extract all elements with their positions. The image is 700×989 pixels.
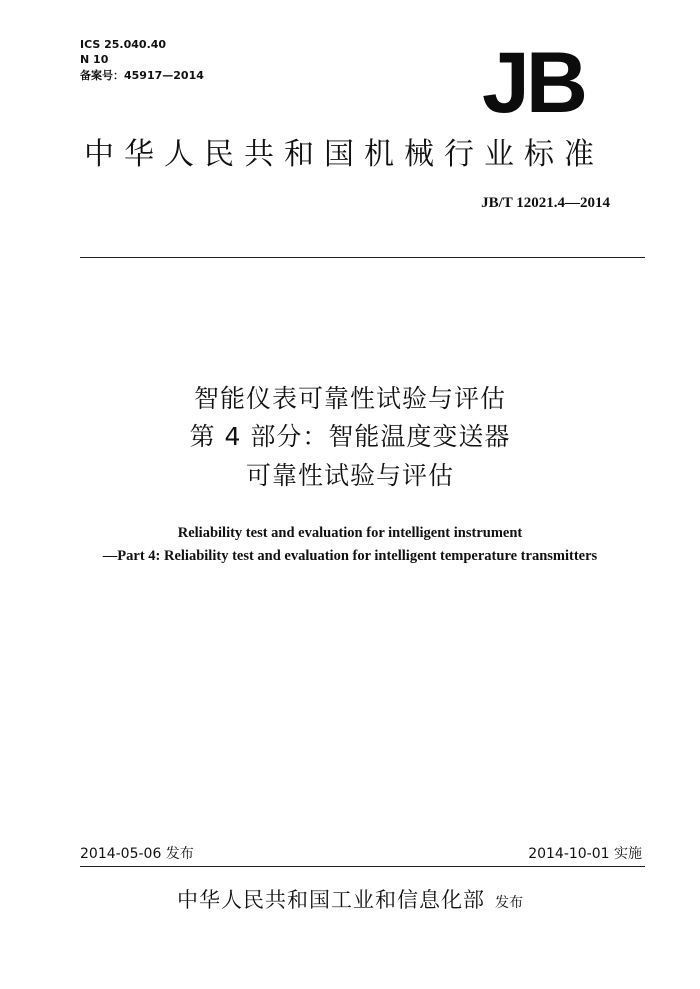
title-en-line-2: —Part 4: Reliability test and evaluation for intelligent temperature transmitters [102,548,598,564]
title-cn-line-1: 智能仪表可靠性试验与评估 [193,384,506,413]
issuer-suffix: 发布 [495,895,523,911]
standard-number: JB/T 12021.4—2014 [481,195,610,211]
implement-date: 2014-10-01 实施 [528,846,642,862]
ics-code: ICS 25.040.40 [80,38,167,51]
issuer-name: 中华人民共和国工业和信息化部 [177,888,485,912]
top-divider [80,257,645,258]
jb-logo: JB [482,35,584,131]
bottom-divider [80,866,645,867]
publish-date: 2014-05-06 发布 [80,846,194,862]
title-cn-line-2: 第 4 部分：智能温度变送器 [189,422,511,451]
filing-number: 备案号：45917—2014 [80,69,204,82]
issuer [0,885,700,915]
title-cn-line-3: 可靠性试验与评估 [245,461,454,490]
classification-code: N 10 [80,53,109,66]
standard-type-heading: 中华人民共和国机械行业标准 [84,137,604,172]
title-en-line-1: Reliability test and evaluation for intelligent instrument [177,525,523,541]
